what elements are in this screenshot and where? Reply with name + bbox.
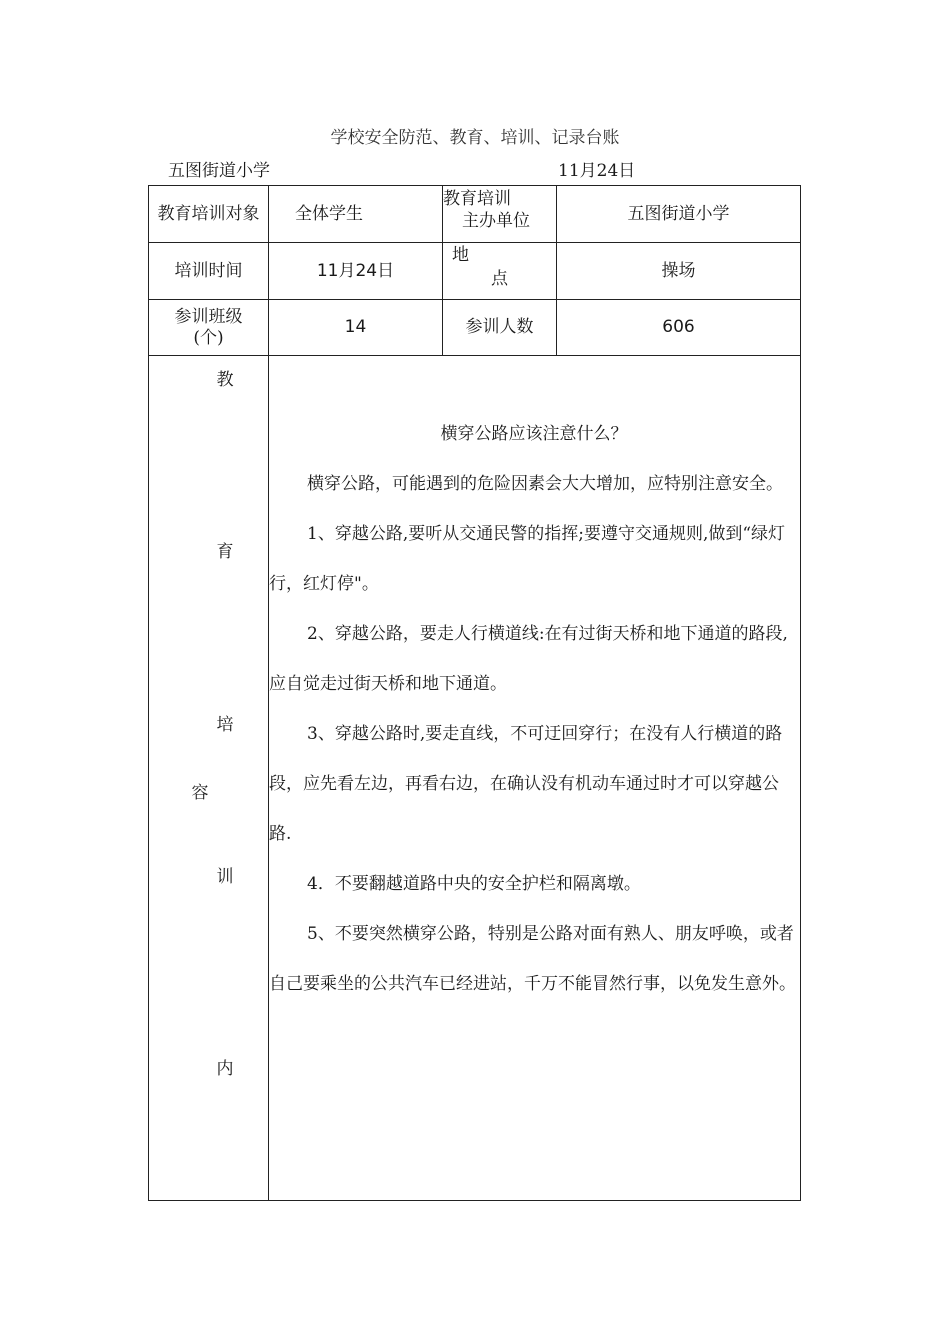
label-organizer	[443, 186, 556, 242]
label-location-line1: 地	[452, 245, 469, 265]
content-item: 3、穿越公路时,要走直线，不可迂回穿行；在没有人行横道的路段，应先看左边，再看右边，在确认没有机动车通过时才可以穿越公路.	[269, 724, 783, 844]
school-name: 五图街道小学	[168, 161, 270, 181]
content-item: 5、不要突然横穿公路，特别是公路对面有熟人、朋友呼唤，或者自己要乘坐的公共汽车已经进站，千万不能冒然行事，以免发生意外。	[269, 924, 796, 994]
value-training-time: 11月24日	[316, 260, 395, 281]
side-label-char: 培	[216, 715, 234, 735]
side-label-char: 训	[216, 867, 234, 887]
label-organizer-line2: 主办单位	[462, 211, 530, 231]
side-label-char: 内	[216, 1059, 234, 1079]
value-participants: 606	[662, 317, 695, 337]
label-class-count-line1: 参训班级	[174, 306, 243, 327]
value-class-count: 14	[344, 317, 367, 337]
content-item: 1、穿越公路,要听从交通民警的指挥;要遵守交通规则,做到“绿灯行，红灯停"。	[269, 524, 786, 594]
content-item: 4．不要翻越道路中央的安全护栏和隔离墩。	[307, 874, 641, 894]
row-divider	[148, 355, 801, 356]
label-class-count	[149, 300, 268, 355]
label-organizer-line1: 教育培训	[443, 189, 511, 209]
label-location	[443, 243, 556, 299]
label-training-time: 培训时间	[174, 260, 243, 281]
label-location-line2: 点	[491, 269, 508, 289]
side-label-char: 育	[216, 542, 234, 562]
record-date: 11月24日	[558, 161, 636, 181]
content-intro: 横穿公路，可能遇到的危险因素会大大增加，应特别注意安全。	[307, 474, 783, 494]
content-item: 2、穿越公路，要走人行横道线:在有过街天桥和地下通道的路段,应自觉走过街天桥和地下通道。	[269, 624, 788, 694]
training-content	[269, 409, 799, 1009]
value-training-target: 全体学生	[295, 203, 363, 224]
label-training-target: 教育培训对象	[157, 203, 260, 224]
value-organizer: 五图街道小学	[627, 203, 730, 224]
content-heading: 横穿公路应该注意什么？	[440, 424, 628, 444]
document-title: 学校安全防范、教育、培训、记录台账	[330, 128, 620, 148]
label-class-count-line2: (个)	[193, 327, 224, 348]
side-label-char: 教	[216, 370, 234, 390]
label-participants: 参训人数	[465, 317, 534, 337]
side-label-char: 容	[191, 783, 209, 803]
value-location: 操场	[661, 260, 696, 281]
